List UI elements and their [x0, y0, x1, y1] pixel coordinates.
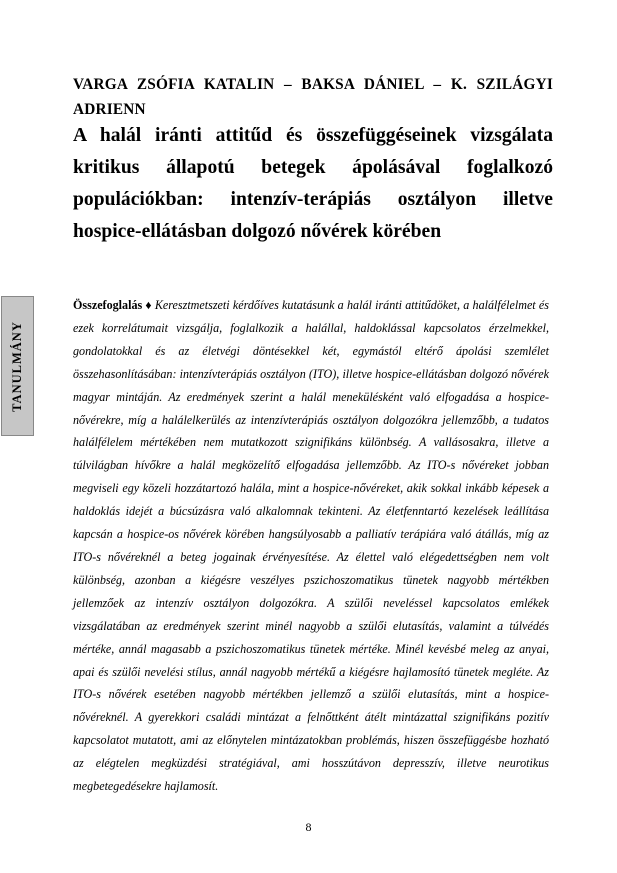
section-side-tab — [1, 296, 34, 436]
abstract-paragraph — [73, 294, 549, 798]
section-side-tab-label: TANULMÁNY — [10, 320, 24, 412]
diamond-bullet-icon: ♦ — [145, 298, 152, 312]
abstract-label: Összefoglalás — [73, 298, 143, 312]
page-number: 8 — [305, 820, 312, 834]
author-list: VARGA ZSÓFIA KATALIN – BAKSA DÁNIEL – K. SZILÁGYI ADRIENN — [73, 76, 553, 118]
abstract-body: Keresztmetszeti kérdőíves kutatásunk a halál iránti attitűdöket, a halálfélelmet és ezek korrelátumait vizsgálja, foglalkozik a halállal, haldoklással kapcsolatos érzelmekkel, gondolatokkal és az életvégi döntésekkel két, egymástól eltérő ápolási szemlélet összehasonlításában: intenzívterápiás osztályon (ITO), illetve hospice-ellátásban dolgozó nővérek magyar mintáján. Az eredmények szerint a halál menekülésként való elfogadása a hospice- nővérekre, míg a halálelkerülés az intenzívterápiás osztályon dolgozókra jellemzőbb, a tudatos halálfélelem mértékében nem mutatkozott szignifikáns különbség. A vallásosakra, illetve a túlvilágban hívőkre a halál megközelítő elfogadása jellemzőbb. Az ITO-s nővéreket jobban megviseli egy közeli hozzátartozó halála, mint a hospice-nővéreket, akik sokkal inkább képesek a haldoklás idejét a búcsúzásra való alkalomnak tekinteni. Az életfenntartó kezelések leállítása kapcsán a hospice-os nővérek körében hangsúlyosabb a palliatív terápiára való átállás, míg az ITO-s nővéreknél a beteg jogainak érvényesítése. Az élettel való elégedettségben nem volt különbség, azonban a kiégésre veszélyes pszichoszomatikus tünetek nagyobb mértékben jellemzőek az intenzív osztályon dolgozókra. A szülői neveléssel kapcsolatos emlékek vizsgálatában az eredmények szerint minél nagyobb a szülői elutasítás, valamint a túlvédés mértéke, annál magasabb a pszichoszomatikus tünetek mértéke. Minél kevésbé meleg az anyai, apai és szülői nevelési stílus, annál nagyobb mértékű a kiégésre hajlamosító tünetek megléte. Az ITO-s nővérek esetében nagyobb mértékben jellemző a szülői elutasítás, mint a hospice-nővéreknél. A gyerekkori családi mintázat a felnőttként átélt mintázattal szignifikáns pozitív kapcsolatot mutatott, ami az előnytelen mintázatokban problémás, hiszen összefüggésbe hozható az elégtelen megküzdési stratégiával, ami hosszútávon depresszív, illetve neurotikus megbetegedésekre hajlamosít. — [73, 298, 549, 794]
article-title: A halál iránti attitűd és összefüggéseinek vizsgálata kritikus állapotú betegek ápolásával foglalkozó populációkban: intenzív-terápiás osztályon illetve hospice-ellátásban dolgozó nővérek körében — [73, 125, 553, 242]
